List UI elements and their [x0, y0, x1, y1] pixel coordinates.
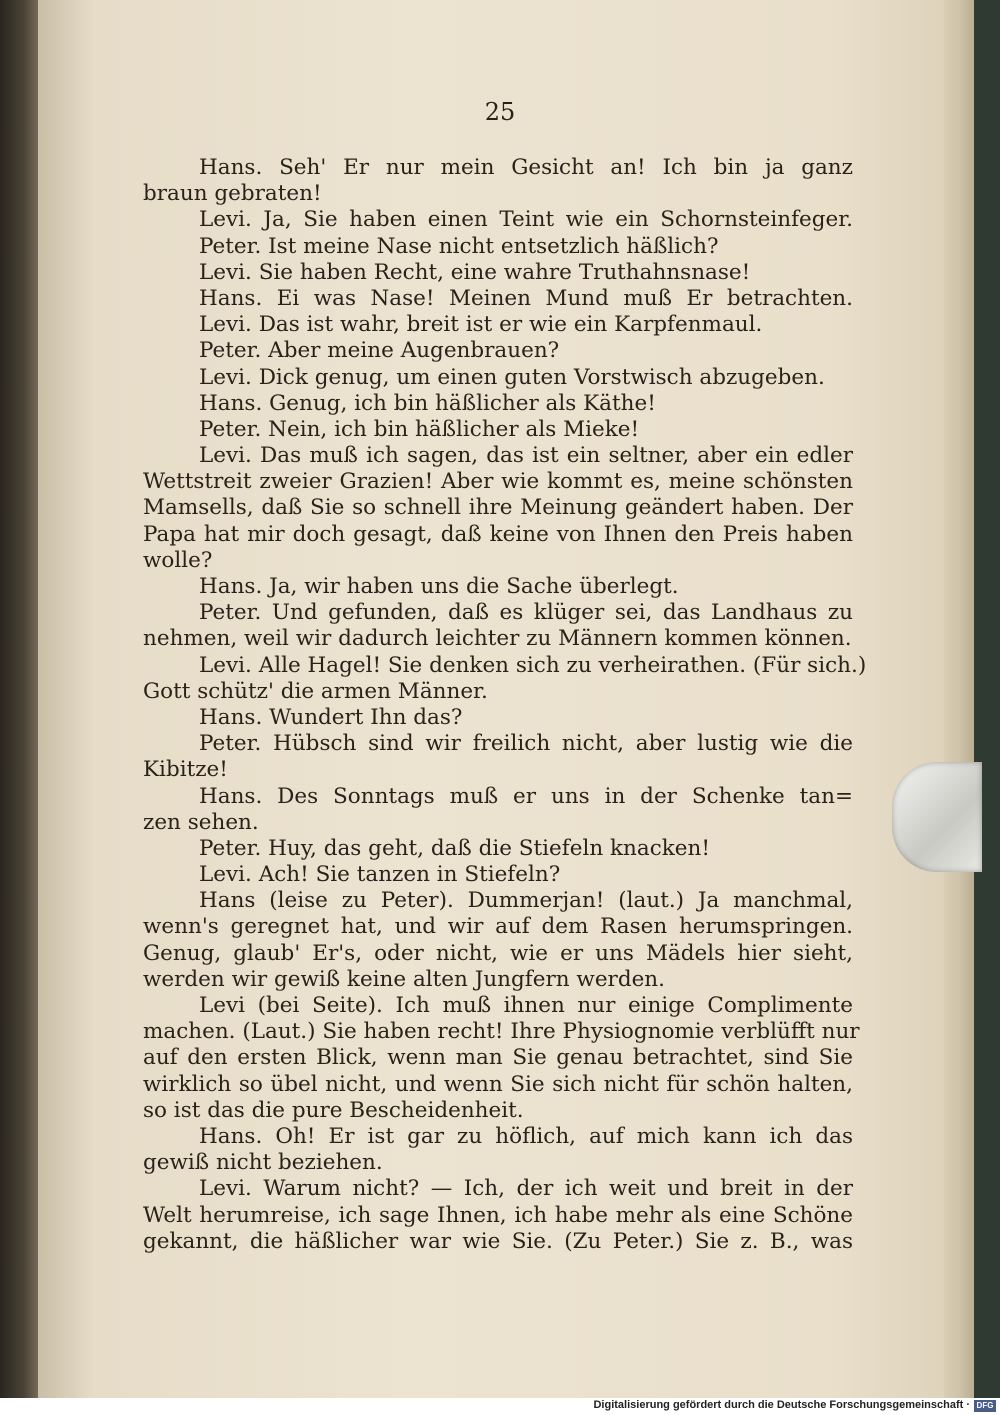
text-line: Peter. Ist meine Nase nicht entsetzlich häßlich?	[199, 233, 719, 259]
text-line: Hans. Ja, wir haben uns die Sache überlegt.	[199, 574, 679, 599]
text-line: Peter. Und gefunden, daß es klüger sei, das Landhaus zu	[199, 600, 853, 626]
text-line: auf den ersten Blick, wenn man Sie genau betrachtet, sind Sie	[143, 1045, 853, 1071]
text-line: so ist das die pure Bescheidenheit.	[143, 1097, 524, 1123]
text-line: Levi. Warum nicht? — Ich, der ich weit und breit in der	[199, 1176, 853, 1202]
text-line: nehmen, weil wir dadurch leichter zu Männern kommen können.	[143, 626, 852, 652]
text-line: Papa hat mir doch gesagt, daß keine von Ihnen den Preis haben	[143, 521, 853, 547]
text-line: Kibitze!	[143, 757, 228, 783]
text-line: wolle?	[143, 547, 213, 573]
text-line: Welt herumreise, ich sage Ihnen, ich habe mehr als eine Schöne	[143, 1202, 853, 1228]
text-line: Levi. Das muß ich sagen, das ist ein seltner, aber ein edler	[199, 443, 853, 469]
page-clip	[892, 762, 982, 872]
text-line: Levi. Sie haben Recht, eine wahre Truthahnsnase!	[199, 259, 751, 285]
text-line: Levi (bei Seite). Ich muß ihnen nur einige Complimente	[199, 993, 853, 1018]
text-line: Genug, glaub' Er's, oder nicht, wie er uns Mädels hier sieht,	[143, 940, 853, 966]
text-line: Levi. Ach! Sie tanzen in Stiefeln?	[199, 862, 561, 888]
page-number: 25	[484, 98, 516, 126]
text-line: gewiß nicht beziehen.	[143, 1150, 383, 1176]
text-line: Peter. Huy, das geht, daß die Stiefeln knacken!	[199, 835, 710, 861]
text-line: Gott schütz' die armen Männer.	[143, 678, 488, 704]
text-line: Hans (leise zu Peter). Dummerjan! (laut.) Ja manchmal,	[199, 888, 853, 914]
text-line: Hans. Oh! Er ist gar zu höflich, auf mich kann ich das	[199, 1123, 853, 1149]
text-line: Mamsells, daß Sie so schnell ihre Meinung geändert haben. Der	[143, 495, 853, 521]
dfg-logo: DFG	[974, 1400, 996, 1412]
text-line: wenn's geregnet hat, und wir auf dem Rasen herumspringen.	[143, 914, 853, 940]
text-line: Levi. Dick genug, um einen guten Vorstwisch abzugeben.	[199, 364, 825, 390]
text-line: Levi. Alle Hagel! Sie denken sich zu verheirathen. (Für sich.)	[199, 652, 867, 678]
text-line: machen. (Laut.) Sie haben recht! Ihre Physiognomie verblüfft nur	[143, 1019, 860, 1045]
text-line: zen sehen.	[143, 809, 259, 835]
text-line: Peter. Nein, ich bin häßlicher als Mieke!	[199, 416, 640, 442]
text-line: Hans. Ei was Nase! Meinen Mund muß Er betrachten.	[199, 285, 853, 311]
footer-bar	[0, 1398, 1000, 1415]
text-line: Hans. Genug, ich bin häßlicher als Käthe!	[199, 390, 656, 416]
text-line: wirklich so übel nicht, und wenn Sie sich nicht für schön halten,	[143, 1071, 853, 1097]
page-edges	[944, 0, 974, 1398]
page-text	[143, 155, 867, 1255]
footer-credit: Digitalisierung gefördert durch die Deutsche Forschungsgemeinschaft ·	[593, 1399, 970, 1411]
text-line: gekannt, die häßlicher war wie Sie. (Zu Peter.) Sie z. B., was	[143, 1228, 853, 1254]
text-line: Wettstreit zweier Grazien! Aber wie kommt es, meine schönsten	[143, 469, 853, 495]
text-line: Hans. Seh' Er nur mein Gesicht an! Ich bin ja ganz	[199, 155, 853, 180]
text-line: werden wir gewiß keine alten Jungfern werden.	[143, 966, 665, 992]
text-line: Levi. Das ist wahr, breit ist er wie ein Karpfenmaul.	[199, 312, 763, 338]
text-line: braun gebraten!	[143, 181, 322, 207]
text-line: Peter. Hübsch sind wir freilich nicht, aber lustig wie die	[199, 731, 853, 757]
text-line: Peter. Aber meine Augenbrauen?	[199, 338, 560, 364]
text-line: Hans. Des Sonntags muß er uns in der Schenke tan=	[199, 783, 853, 809]
background-right	[974, 0, 1000, 1398]
text-line: Levi. Ja, Sie haben einen Teint wie ein Schornsteinfeger.	[199, 207, 853, 233]
book-binding	[0, 0, 40, 1398]
text-line: Hans. Wundert Ihn das?	[199, 704, 463, 730]
